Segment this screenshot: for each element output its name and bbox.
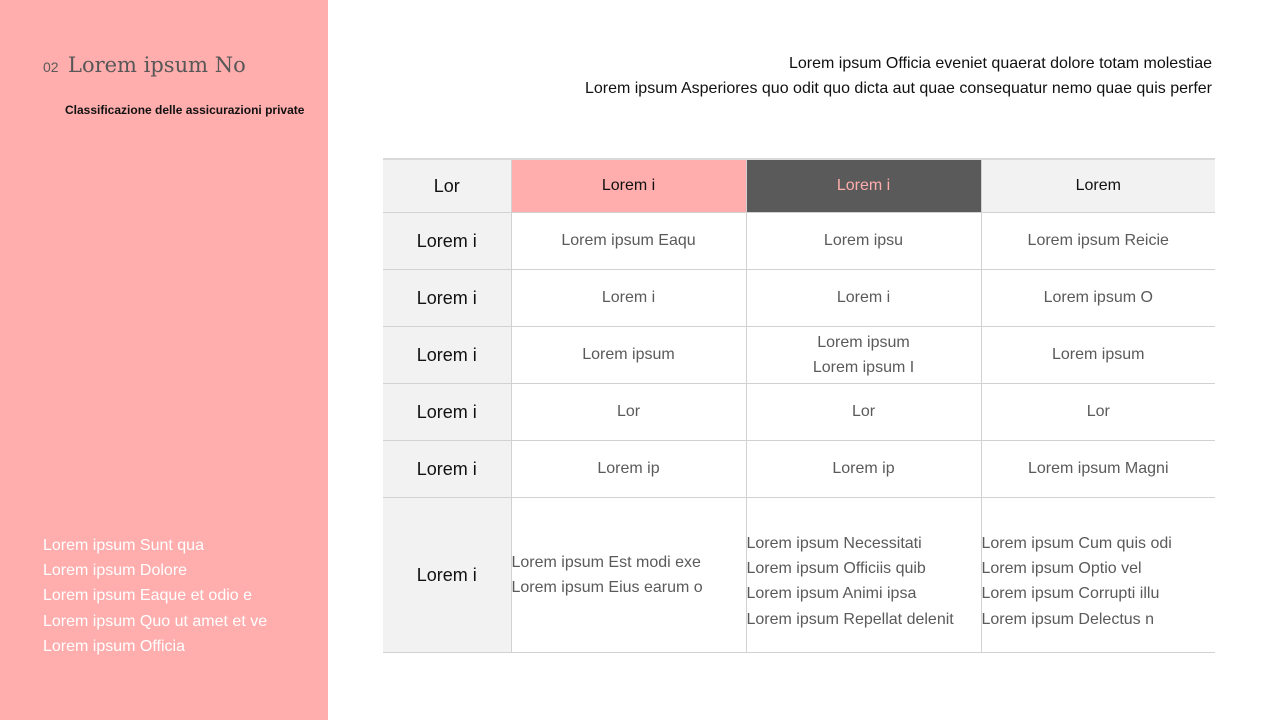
cell-line: Lorem ipsum Delectus n [981, 610, 1155, 628]
table-cell: Lorem ip [511, 441, 746, 498]
row-label: Lorem i [383, 213, 511, 270]
row-label: Lorem i [383, 498, 511, 653]
row-label: Lorem i [383, 441, 511, 498]
cell-line: Lorem ipsum Animi ipsa [746, 585, 917, 603]
sidebar-item: Lorem ipsum Quo ut amet et ve [43, 612, 268, 630]
table-cell: Lorem ip [746, 441, 981, 498]
table-cell [511, 498, 746, 653]
intro-line: Lorem ipsum Officia eveniet quaerat dolore totam molestiae [788, 55, 1212, 72]
cell-line: Lorem ipsum Cum quis odi [981, 535, 1172, 552]
table-header-row [383, 159, 1215, 213]
table-cell: Lor [746, 384, 981, 441]
cell-clip [981, 531, 1216, 628]
table-cell: Lorem ipsum O [981, 270, 1215, 327]
cell-line: Lorem ipsum Est modi exe [511, 553, 701, 571]
table-row [383, 327, 1215, 384]
cell-line: Lorem ipsum Repellat delenit [746, 610, 954, 628]
sidebar-panel [0, 0, 328, 720]
sidebar-item: Lorem ipsum Eaque et odio e [43, 587, 253, 605]
table-cell [981, 498, 1215, 653]
header-cell: Lorem [981, 159, 1215, 213]
table-cell: Lor [981, 384, 1215, 441]
cell-line: Lorem ipsum [817, 334, 910, 351]
row-label: Lorem i [383, 270, 511, 327]
sidebar-item: Lorem ipsum Sunt qua [43, 537, 204, 554]
table-cell: Lorem ipsu [746, 213, 981, 270]
table-cell: Lorem ipsum [511, 327, 746, 384]
cell-line: Lorem ipsum Corrupti illu [981, 585, 1160, 603]
table-row [383, 384, 1215, 441]
table-row [383, 270, 1215, 327]
cell-line: Lorem ipsum I [812, 359, 915, 376]
cell-line: Lorem ipsum Eius earum o [511, 579, 703, 596]
table-cell [746, 327, 981, 384]
header-cell: Lor [383, 159, 511, 213]
table-cell [746, 498, 981, 653]
section-number: 02 [43, 59, 59, 75]
table-row [383, 213, 1215, 270]
table-cell: Lorem ipsum Magni [981, 441, 1215, 498]
table-row [383, 498, 1215, 653]
table-cell: Lorem ipsum Reicie [981, 213, 1215, 270]
comparison-table [383, 158, 1215, 653]
header-cell: Lorem i [746, 159, 981, 213]
table-cell: Lorem ipsum [981, 327, 1215, 384]
table-row [383, 441, 1215, 498]
sidebar-item: Lorem ipsum Dolore [43, 562, 188, 580]
cell-line: Lorem ipsum Optio vel [981, 560, 1142, 578]
sidebar-list [43, 533, 267, 659]
row-label: Lorem i [383, 384, 511, 441]
table-cell: Lorem i [511, 270, 746, 327]
cell-line: Lorem ipsum Necessitati [746, 535, 922, 552]
section-subtitle: Classificazione delle assicurazioni private [65, 103, 305, 117]
row-label: Lorem i [383, 327, 511, 384]
cell-clip [746, 531, 981, 628]
table-cell: Lor [511, 384, 746, 441]
intro-text [585, 51, 1212, 101]
sidebar-item: Lorem ipsum Officia [43, 637, 185, 655]
intro-line: Lorem ipsum Asperiores quo odit quo dicta aut quae consequatur nemo quae quis perfer [584, 80, 1212, 97]
table-cell: Lorem i [746, 270, 981, 327]
table-cell: Lorem ipsum Eaqu [511, 213, 746, 270]
header-cell: Lorem i [511, 159, 746, 213]
cell-line: Lorem ipsum Officiis quib [746, 560, 926, 578]
section-title: Lorem ipsum No [68, 53, 246, 77]
